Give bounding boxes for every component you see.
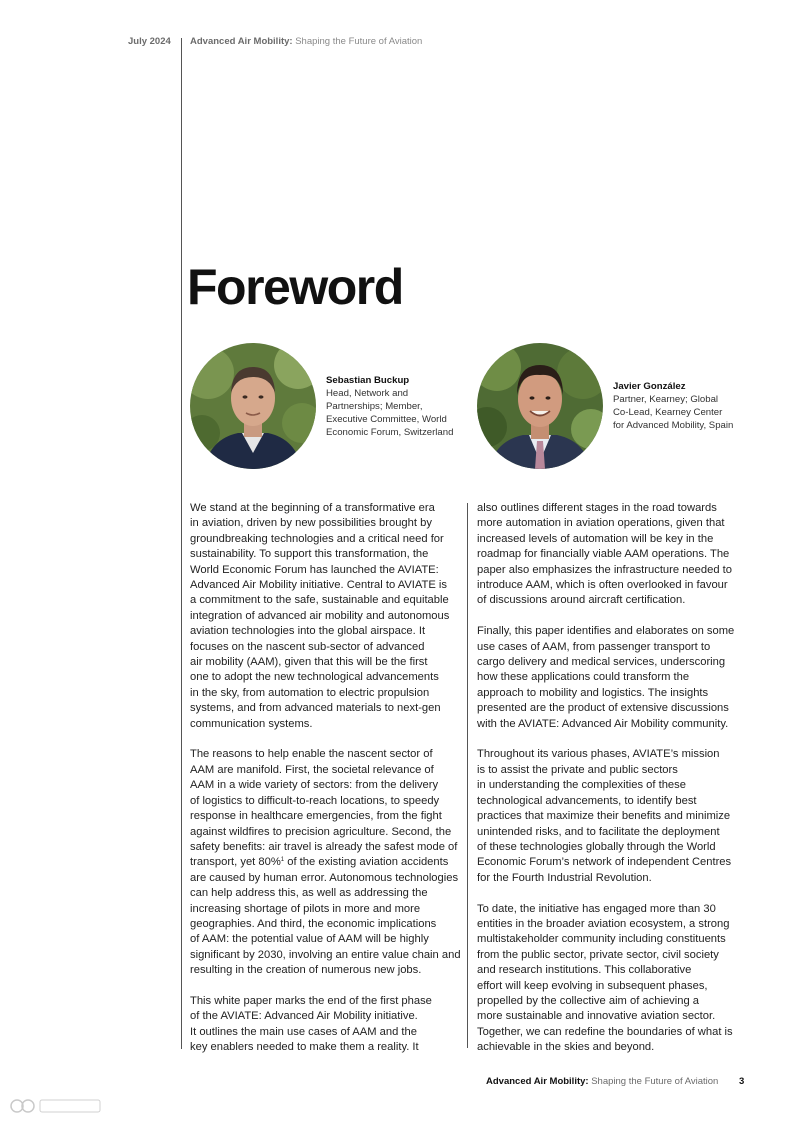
text-line: sustainability. To support this transformation, the bbox=[190, 548, 429, 561]
text-line: of the AVIATE: Advanced Air Mobility initiative. bbox=[190, 1010, 418, 1023]
author-name: Javier González bbox=[613, 381, 686, 392]
text-line: key enablers needed to make them a reality. It bbox=[190, 1041, 419, 1054]
text-line: approach to mobility and logistics. The insights bbox=[477, 686, 709, 699]
footer-title-rest: Shaping the Future of Aviation bbox=[588, 1076, 719, 1087]
text-line: also outlines different stages in the road towards bbox=[477, 502, 717, 514]
text-line: for the Fourth Industrial Revolution. bbox=[477, 871, 652, 884]
text-line: technological advancements, to identify best bbox=[477, 794, 697, 807]
text-line: significant by 2030, involving an entire value chain and bbox=[190, 948, 461, 961]
column-rule bbox=[467, 503, 468, 1048]
author-caption-buckup bbox=[326, 374, 466, 439]
text-line: increasing shortage of pilots in more and more bbox=[190, 902, 421, 915]
text-line: To date, the initiative has engaged more than 30 bbox=[477, 902, 716, 915]
text-line: with the AVIATE: Advanced Air Mobility community. bbox=[477, 717, 729, 730]
author-role-line: Economic Forum, Switzerland bbox=[326, 427, 454, 438]
text-line: of logistics to difficult-to-reach locations, to speedy bbox=[190, 794, 440, 807]
page-title: Foreword bbox=[187, 259, 403, 315]
text-line: World Economic Forum has launched the AVIATE: bbox=[190, 563, 439, 576]
author-role-line: Executive Committee, World bbox=[326, 414, 447, 425]
text-line: of discussions around aircraft certification. bbox=[477, 594, 686, 607]
paragraph bbox=[477, 501, 734, 609]
text-line: is to assist the private and public sectors bbox=[477, 763, 678, 776]
author-caption-gonzalez bbox=[613, 380, 753, 432]
text-line: AAM in a wide variety of sectors: from the delivery bbox=[190, 779, 439, 792]
author-role-line: for Advanced Mobility, Spain bbox=[613, 420, 734, 431]
text-line: This white paper marks the end of the first phase bbox=[190, 994, 432, 1007]
text-line: propelled by the collective aim of achieving a bbox=[477, 994, 700, 1007]
author-role-line: Partner, Kearney; Global bbox=[613, 394, 719, 405]
text-line: unintended risks, and to facilitate the deployment bbox=[477, 825, 720, 838]
text-line: resulting in the creation of numerous new jobs. bbox=[190, 964, 422, 977]
text-line: how these applications could transform the bbox=[477, 671, 690, 684]
text-line: in the sky, from automation to electric propulsion bbox=[190, 686, 430, 699]
text-line: more sustainable and innovative aviation sector. bbox=[477, 1010, 716, 1023]
header-date: July 2024 bbox=[128, 36, 171, 47]
text-line: presented are the product of extensive discussions bbox=[477, 702, 729, 715]
text-line: The reasons to help enable the nascent sector of bbox=[190, 748, 433, 761]
text-line: Economic Forum’s network of independent Centres bbox=[477, 856, 732, 869]
paragraph bbox=[477, 624, 734, 732]
page-number: 3 bbox=[739, 1076, 745, 1087]
text-line: of AAM: the potential value of AAM will be highly bbox=[190, 933, 429, 946]
text-line: communication systems. bbox=[190, 717, 313, 730]
text-line: from the public sector, private sector, civil society bbox=[477, 948, 719, 961]
text-line: transport, yet 80%$^1$ of the existing aviation accidents bbox=[190, 856, 449, 869]
text-line: integration of advanced air mobility and autonomous bbox=[190, 609, 450, 622]
text-line: aviation technologies into the global airspace. It bbox=[190, 625, 426, 638]
text-line: one to adopt the new technological advancements bbox=[190, 671, 439, 684]
body-column-left bbox=[190, 501, 461, 1056]
text-line: AAM are manifold. First, the societal relevance of bbox=[190, 763, 434, 776]
author-role-line: Co-Lead, Kearney Center bbox=[613, 407, 723, 418]
text-line: effort will keep evolving in subsequent phases, bbox=[477, 979, 708, 992]
text-line: use cases of AAM, from passenger transport to bbox=[477, 640, 711, 653]
text-line: systems, and from advanced materials to next-gen bbox=[190, 702, 441, 715]
text-line: a commitment to the safe, sustainable and equitable bbox=[190, 594, 449, 607]
author-role-line: Partnerships; Member, bbox=[326, 401, 423, 412]
text-line: air mobility (AAM), given that this will be the first bbox=[190, 656, 428, 669]
text-line: cargo delivery and medical services, underscoring bbox=[477, 656, 726, 669]
text-line: Together, we can redefine the boundaries of what is bbox=[477, 1025, 733, 1038]
text-line: against wildfires to precision agriculture. Second, the bbox=[190, 825, 452, 838]
text-line: multistakeholder community including constituents bbox=[477, 933, 726, 946]
text-line: practices that maximize their benefits and minimize bbox=[477, 810, 731, 823]
margin-rule bbox=[181, 38, 182, 1049]
author-photo-buckup bbox=[190, 343, 316, 469]
header-title bbox=[190, 36, 422, 47]
body-column-right bbox=[477, 501, 734, 1056]
text-line: response in healthcare emergencies, from the fight bbox=[190, 810, 442, 823]
text-line: Finally, this paper identifies and elaborates on some bbox=[477, 625, 735, 638]
text-line: groundbreaking technologies and a critical need for bbox=[190, 532, 444, 545]
text-line: focuses on the nascent sub-sector of advanced bbox=[190, 640, 425, 653]
text-line: increased levels of automation will be key in the bbox=[477, 532, 714, 545]
text-line: of these technologies globally through the World bbox=[477, 840, 716, 853]
text-line: achievable in the skies and beyond. bbox=[477, 1041, 655, 1054]
watermark-logo bbox=[8, 1096, 108, 1116]
text-line: Advanced Air Mobility initiative. Central to AVIATE is bbox=[190, 579, 448, 592]
text-line: in understanding the complexities of these bbox=[477, 779, 686, 792]
text-line: entities in the broader aviation ecosystem, a strong bbox=[477, 917, 730, 930]
footer-title bbox=[486, 1076, 718, 1087]
text-line: are caused by human error. Autonomous technologies bbox=[190, 871, 459, 884]
author-name: Sebastian Buckup bbox=[326, 375, 410, 386]
author-role-line: Head, Network and bbox=[326, 388, 409, 399]
text-line: We stand at the beginning of a transformative era bbox=[190, 502, 435, 514]
text-line: more automation in aviation operations, given that bbox=[477, 517, 725, 530]
text-line: in aviation, driven by new possibilities brought by bbox=[190, 517, 432, 530]
page-header bbox=[0, 36, 793, 50]
footer-title-bold: Advanced Air Mobility: bbox=[486, 1076, 589, 1087]
paragraph bbox=[190, 747, 461, 978]
text-line: roadmap for financially viable AAM operations. The bbox=[477, 548, 730, 561]
paragraph bbox=[190, 994, 461, 1056]
text-line: geographies. And third, the economic implications bbox=[190, 917, 437, 930]
paragraph bbox=[477, 902, 734, 1056]
text-line: can help address this, as well as addressing the bbox=[190, 887, 428, 900]
text-line: introduce AAM, which is often overlooked in favour bbox=[477, 579, 728, 592]
text-line: paper also emphasizes the infrastructure needed to bbox=[477, 563, 732, 576]
paragraph bbox=[190, 501, 461, 732]
text-line: Throughout its various phases, AVIATE’s mission bbox=[477, 748, 720, 761]
text-line: It outlines the main use cases of AAM and the bbox=[190, 1025, 417, 1038]
header-title-bold: Advanced Air Mobility: bbox=[190, 36, 293, 47]
text-line: and research institutions. This collaborative bbox=[477, 964, 692, 977]
paragraph bbox=[477, 747, 734, 886]
text-line: safety benefits: air travel is already the safest mode of bbox=[190, 840, 458, 853]
footnote-ref[interactable]: 1 bbox=[280, 857, 285, 864]
author-photo-gonzalez bbox=[477, 343, 603, 469]
header-title-rest: Shaping the Future of Aviation bbox=[292, 36, 423, 47]
